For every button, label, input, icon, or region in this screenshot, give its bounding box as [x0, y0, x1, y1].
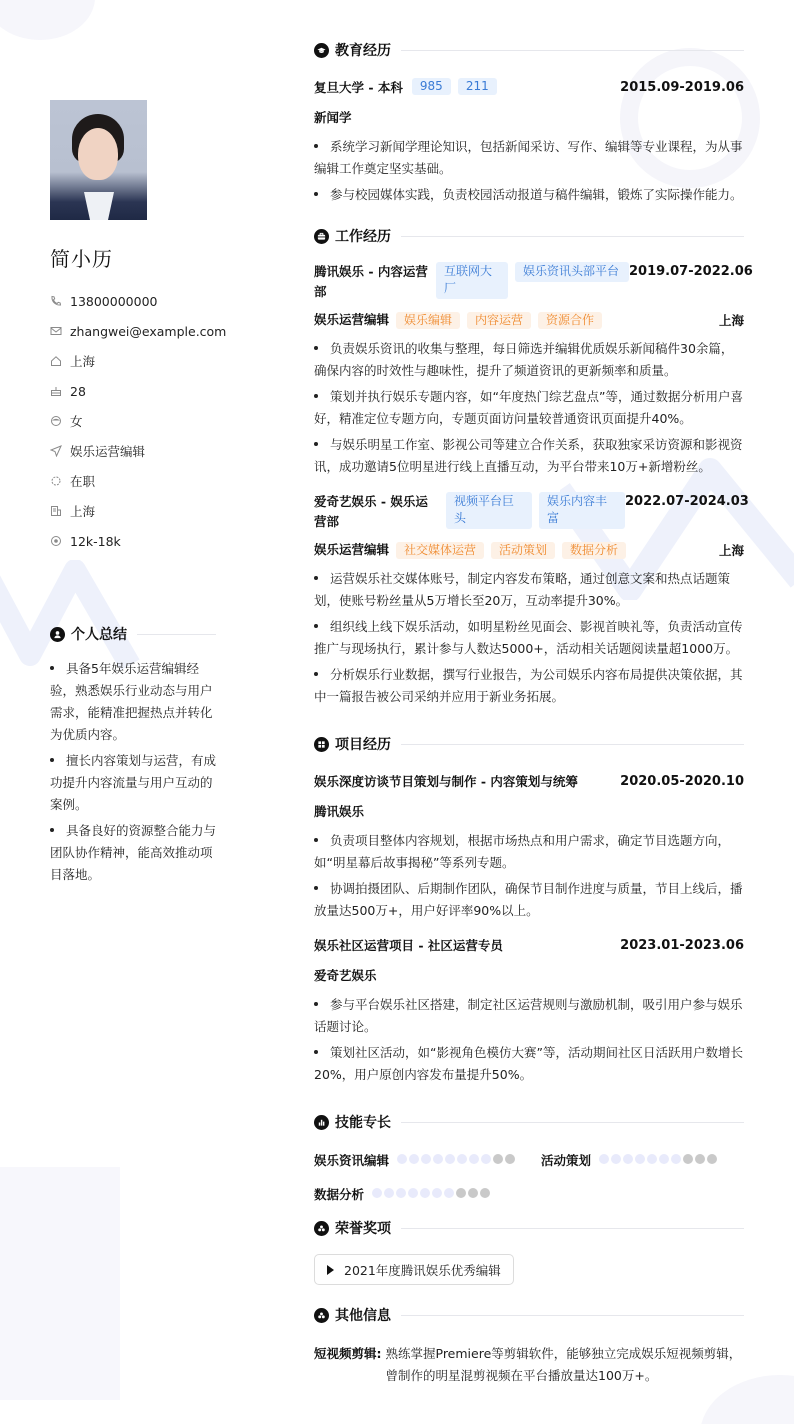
skill-dot — [372, 1188, 382, 1198]
skills-list — [314, 1150, 744, 1204]
skill-dot — [635, 1154, 645, 1164]
list-item: 负责项目整体内容规划，根据市场热点和用户需求，确定节目选题方向，如“明星幕后故事揭秘”等系列专题。 — [314, 833, 731, 870]
other-item — [314, 1343, 744, 1387]
user-icon — [50, 627, 65, 642]
profile-photo — [50, 100, 147, 220]
divider — [401, 50, 744, 51]
gender-icon — [50, 415, 62, 427]
divider — [401, 1315, 744, 1316]
award-icon — [314, 1221, 329, 1236]
section-title: 教育经历 — [335, 43, 391, 59]
skill-dot — [611, 1154, 621, 1164]
skill-dot — [468, 1188, 478, 1198]
info-value: 12k-18k — [70, 533, 121, 549]
skill-dot — [445, 1154, 455, 1164]
info-email — [50, 316, 227, 346]
building-icon — [50, 505, 62, 517]
status-icon — [50, 475, 62, 487]
role-tag: 活动策划 — [491, 542, 555, 559]
decor-rect — [0, 1167, 120, 1400]
company-tag: 娱乐内容丰富 — [539, 492, 625, 529]
phone-icon — [50, 295, 62, 307]
company-name: 腾讯娱乐 - 内容运营部 — [314, 264, 428, 299]
resume-main — [314, 40, 753, 1387]
info-salary — [50, 526, 220, 556]
info-value: 13800000000 — [70, 293, 158, 309]
company-tag: 互联网大厂 — [436, 262, 508, 299]
divider — [137, 634, 216, 635]
info-value: 女 — [70, 414, 83, 429]
skill-dot — [420, 1188, 430, 1198]
section-header — [314, 1218, 744, 1238]
list-item: 策划并执行娱乐专题内容，如“年度热门综艺盘点”等，通过数据分析用户喜好，精准定位专题方向，专题页面访问量较普通资讯页面提升40%。 — [314, 389, 743, 426]
divider — [401, 744, 744, 745]
section-title: 技能专长 — [335, 1115, 391, 1131]
list-item: 具备5年娱乐运营编辑经验，熟悉娱乐行业动态与用户需求，能精准把握热点并转化为优质内容。 — [50, 661, 213, 742]
work-section — [314, 226, 753, 708]
list-item: 运营娱乐社交媒体账号，制定内容发布策略，通过创意文案和热点话题策划，使账号粉丝量从5万增长至20万，互动率提升30%。 — [314, 571, 731, 608]
info-icon — [314, 1308, 329, 1323]
role-tag: 娱乐编辑 — [396, 312, 460, 329]
section-header — [50, 624, 216, 644]
project-name: 娱乐社区运营项目 - 社区运营专员 — [314, 938, 503, 953]
company-name: 爱奇艺娱乐 - 娱乐运营部 — [314, 494, 428, 529]
skill-rating — [397, 1153, 517, 1167]
graduation-cap-icon — [314, 43, 329, 58]
job-bullets — [314, 338, 744, 478]
skill-item — [541, 1151, 719, 1169]
tag: 211 — [458, 78, 497, 95]
summary-section — [50, 624, 216, 890]
company-tag: 娱乐资讯头部平台 — [515, 262, 629, 282]
education-bullets — [314, 136, 744, 206]
project-org: 腾讯娱乐 — [314, 804, 365, 819]
skill-dot — [384, 1188, 394, 1198]
date-range: 2023.01-2023.06 — [620, 938, 744, 953]
divider — [401, 1122, 744, 1123]
section-header — [314, 226, 744, 246]
profile-name: 简小历 — [50, 247, 113, 271]
job-location: 上海 — [718, 313, 744, 328]
list-item: 策划社区活动，如“影视角色模仿大赛”等，活动期间社区日活跃用户数增长20%，用户原创内容发布量提升50%。 — [314, 1045, 743, 1082]
job-location: 上海 — [718, 543, 744, 558]
school-name: 复旦大学 - 本科 — [314, 80, 403, 95]
send-icon — [50, 445, 62, 457]
tag: 985 — [412, 78, 451, 95]
list-item: 系统学习新闻学理论知识，包括新闻采访、写作、编辑等专业课程，为从事编辑工作奠定坚实基础。 — [314, 139, 743, 176]
project-org: 爱奇艺娱乐 — [314, 968, 377, 983]
major-row — [314, 108, 744, 128]
skill-dot — [493, 1154, 503, 1164]
skill-dot — [456, 1188, 466, 1198]
section-title: 个人总结 — [71, 627, 127, 643]
date-range: 2020.05-2020.10 — [620, 774, 744, 789]
skill-dot — [444, 1188, 454, 1198]
skill-dot — [647, 1154, 657, 1164]
education-section — [314, 40, 744, 206]
job-entry-header — [314, 262, 753, 302]
other-text: 熟练掌握Premiere等剪辑软件，能够独立完成娱乐短视频剪辑，曾制作的明星混剪视频在平台播放量达100万+。 — [385, 1346, 742, 1383]
list-item: 参与校园媒体实践，负责校园活动报道与稿件编辑，锻炼了实际操作能力。 — [314, 184, 744, 206]
other-label: 短视频剪辑: — [314, 1346, 382, 1361]
award-label: 2021年度腾讯娱乐优秀编辑 — [344, 1262, 501, 1278]
section-header — [314, 734, 744, 754]
info-value: 上海 — [70, 504, 96, 519]
skill-dot — [409, 1154, 419, 1164]
section-title: 其他信息 — [335, 1308, 391, 1324]
role-row — [314, 540, 744, 560]
list-item: 负责娱乐资讯的收集与整理，每日筛选并编辑优质娱乐新闻稿件30余篇，确保内容的时效性与趣味性，提升了频道资讯的更新频率和质量。 — [314, 341, 734, 378]
skill-dot — [481, 1154, 491, 1164]
role-title: 娱乐运营编辑 — [314, 542, 390, 557]
contact-info-list — [50, 286, 227, 556]
info-value: 在职 — [70, 474, 96, 489]
profile-sidebar — [50, 100, 227, 556]
skill-dot — [707, 1154, 717, 1164]
skill-dot — [623, 1154, 633, 1164]
info-address — [50, 346, 220, 376]
skill-dot — [659, 1154, 669, 1164]
skill-dot — [433, 1154, 443, 1164]
project-entry-header — [314, 772, 744, 792]
skill-dot — [599, 1154, 609, 1164]
list-item: 协调拍摄团队、后期制作团队，确保节目制作进度与质量，节目上线后，播放量达500万+，用户好评率90%以上。 — [314, 881, 743, 918]
date-range: 2019.07-2022.06 — [629, 264, 753, 279]
project-org-row — [314, 802, 744, 822]
skill-dot — [408, 1188, 418, 1198]
list-item: 具备良好的资源整合能力与团队协作精神，能高效推动项目落地。 — [50, 823, 217, 882]
info-value: 28 — [70, 383, 86, 399]
info-gender — [50, 406, 220, 436]
major: 新闻学 — [314, 110, 352, 125]
skill-name: 娱乐资讯编辑 — [314, 1153, 390, 1168]
skill-rating — [372, 1187, 492, 1201]
skill-dot — [505, 1154, 515, 1164]
cake-icon — [50, 385, 62, 397]
skill-dot — [695, 1154, 705, 1164]
section-header — [314, 1112, 744, 1132]
info-phone — [50, 286, 220, 316]
section-title: 项目经历 — [335, 737, 391, 753]
projects-section — [314, 734, 744, 1086]
list-item: 分析娱乐行业数据，撰写行业报告，为公司娱乐内容布局提供决策依据，其中一篇报告被公司采纳并应用于新业务拓展。 — [314, 667, 743, 704]
project-bullets — [314, 830, 744, 922]
project-entry-header — [314, 936, 744, 956]
briefcase-icon — [314, 229, 329, 244]
salary-icon — [50, 535, 62, 547]
list-item: 组织线上线下娱乐活动，如明星粉丝见面会、影视首映礼等，负责活动宣传推广与现场执行，累计参与人数达5000+，活动相关话题阅读量超1000万。 — [314, 619, 743, 656]
info-city — [50, 496, 220, 526]
info-value: 上海 — [70, 354, 96, 369]
skill-name: 活动策划 — [541, 1153, 592, 1168]
company-tag: 视频平台巨头 — [446, 492, 532, 529]
job-entry-header — [314, 492, 749, 532]
bar-chart-icon — [314, 1115, 329, 1130]
skill-name: 数据分析 — [314, 1187, 365, 1202]
skill-item — [314, 1185, 492, 1203]
divider — [401, 1228, 744, 1229]
info-value: 娱乐运营编辑 — [70, 444, 146, 459]
decor-circle — [0, 0, 95, 40]
project-name: 娱乐深度访谈节目策划与制作 - 内容策划与统筹 — [314, 774, 578, 789]
role-title: 娱乐运营编辑 — [314, 312, 390, 327]
skill-dot — [480, 1188, 490, 1198]
info-value: zhangwei@example.com — [70, 323, 227, 339]
role-tag: 资源合作 — [538, 312, 602, 329]
role-tag: 内容运营 — [467, 312, 531, 329]
section-header — [314, 1305, 744, 1325]
info-position — [50, 436, 220, 466]
section-title: 工作经历 — [335, 229, 391, 245]
date-range: 2015.09-2019.06 — [620, 80, 744, 95]
mail-icon — [50, 325, 62, 337]
divider — [401, 236, 744, 237]
skill-dot — [421, 1154, 431, 1164]
skill-dot — [671, 1154, 681, 1164]
award-item[interactable] — [314, 1254, 514, 1285]
section-header — [314, 40, 744, 60]
date-range: 2022.07-2024.03 — [625, 494, 749, 509]
list-item: 参与平台娱乐社区搭建，制定社区运营规则与激励机制，吸引用户参与娱乐话题讨论。 — [314, 997, 743, 1034]
list-item: 擅长内容策划与运营，有成功提升内容流量与用户互动的案例。 — [50, 753, 217, 812]
grid-icon — [314, 737, 329, 752]
project-org-row — [314, 966, 744, 986]
skills-section — [314, 1112, 744, 1204]
info-status — [50, 466, 220, 496]
summary-list — [50, 658, 216, 886]
list-item: 与娱乐明星工作室、影视公司等建立合作关系，获取独家采访资源和影视资讯，成功邀请5位明星进行线上直播互动，为平台带来10万+新增粉丝。 — [314, 437, 743, 474]
role-tag: 数据分析 — [562, 542, 626, 559]
info-age — [50, 376, 220, 406]
play-triangle-icon — [327, 1265, 334, 1275]
home-icon — [50, 355, 62, 367]
skill-dot — [432, 1188, 442, 1198]
skill-dot — [469, 1154, 479, 1164]
skill-item — [314, 1151, 517, 1169]
education-entry-header — [314, 78, 744, 98]
section-title: 荣誉奖项 — [335, 1221, 391, 1237]
awards-section — [314, 1218, 744, 1285]
other-section — [314, 1305, 744, 1387]
role-row — [314, 310, 744, 330]
skill-dot — [396, 1188, 406, 1198]
skill-dot — [457, 1154, 467, 1164]
job-bullets — [314, 568, 744, 708]
skill-dot — [397, 1154, 407, 1164]
skill-rating — [599, 1153, 719, 1167]
project-bullets — [314, 994, 744, 1086]
skill-dot — [683, 1154, 693, 1164]
role-tag: 社交媒体运营 — [396, 542, 484, 559]
